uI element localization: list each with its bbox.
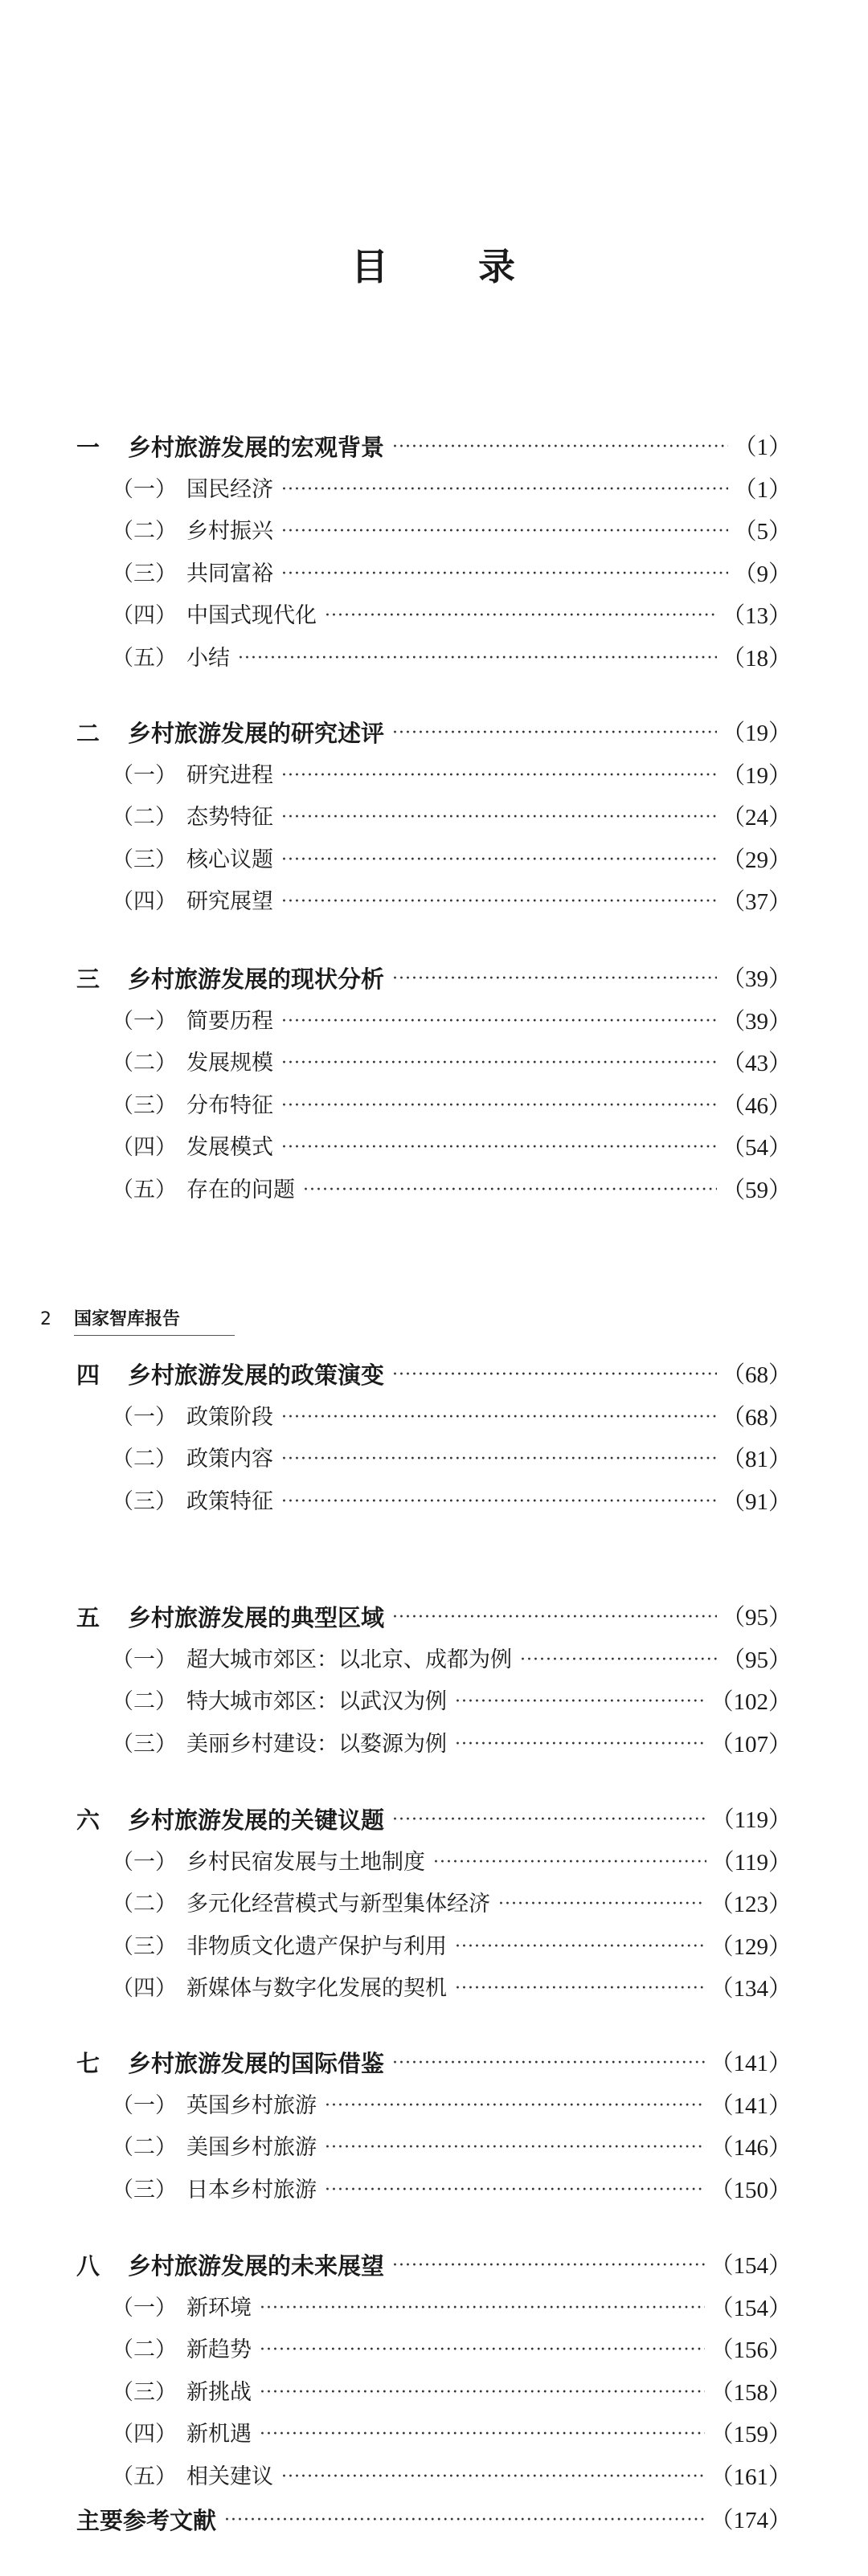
- dot-leader: [281, 516, 728, 548]
- entry-number: （四）: [112, 1976, 177, 2001]
- entry-title: 美丽乡村建设：以婺源为例: [186, 1731, 447, 1757]
- entry-title: 超大城市郊区：以北京、成都为例: [186, 1647, 512, 1672]
- toc-section: [112, 1644, 792, 1676]
- entry-number: （二）: [112, 1051, 177, 1076]
- entry-title: 中国式现代化: [186, 603, 317, 628]
- toc-section: [112, 2419, 792, 2451]
- entry-page: （91）: [721, 1488, 792, 1515]
- dot-leader: [238, 643, 717, 675]
- dot-leader: [325, 2174, 705, 2207]
- dot-leader: [520, 1644, 717, 1676]
- toc-section: [112, 1132, 792, 1164]
- entry-page: （154）: [710, 2295, 792, 2321]
- entry-title: 发展模式: [186, 1135, 273, 1160]
- entry-number: 五: [76, 1604, 100, 1631]
- entry-title: 研究进程: [186, 762, 273, 788]
- entry-number: （五）: [112, 1177, 177, 1202]
- entry-number: （四）: [112, 2422, 177, 2447]
- entry-title: 新机遇: [186, 2422, 252, 2447]
- toc-section: [112, 1174, 792, 1206]
- entry-page: （159）: [710, 2422, 792, 2447]
- toc-chapter: [76, 431, 792, 463]
- dot-leader: [281, 844, 717, 876]
- entry-page: （37）: [721, 889, 792, 915]
- toc-section: [112, 2174, 792, 2207]
- entry-page: （158）: [710, 2379, 792, 2406]
- running-header: [40, 1305, 235, 1336]
- entry-title: 政策阶段: [186, 1404, 273, 1430]
- dot-leader: [325, 2090, 705, 2122]
- entry-title: 新媒体与数字化发展的契机: [186, 1976, 447, 2001]
- entry-title: 新环境: [186, 2295, 252, 2321]
- entry-title: 存在的问题: [186, 1177, 295, 1202]
- entry-page: （19）: [721, 762, 792, 789]
- entry-page: （107）: [710, 1731, 792, 1757]
- entry-title: 核心议题: [186, 847, 273, 872]
- entry-title: 相关建议: [186, 2464, 273, 2489]
- entry-title: 新趋势: [186, 2337, 252, 2362]
- toc-chapter: [76, 717, 792, 749]
- entry-title: 英国乡村旅游: [186, 2092, 317, 2118]
- header-book-title: 国家智库报告: [74, 1305, 235, 1336]
- dot-leader: [260, 2377, 705, 2409]
- entry-number: 六: [76, 1806, 100, 1834]
- dot-leader: [455, 1686, 705, 1718]
- toc-section: [112, 1847, 792, 1879]
- dot-leader: [281, 474, 728, 506]
- entry-title: 非物质文化遗产保护与利用: [186, 1933, 447, 1959]
- dot-leader: [281, 1132, 717, 1164]
- title-char-2: 录: [478, 245, 517, 288]
- entry-number: （四）: [112, 603, 177, 628]
- entry-page: （19）: [721, 721, 792, 746]
- entry-number: （二）: [112, 2135, 177, 2160]
- entry-title: 小结: [186, 645, 230, 671]
- dot-leader: [392, 1602, 717, 1634]
- entry-number: （二）: [112, 519, 177, 544]
- entry-number: （四）: [112, 1135, 177, 1160]
- toc-chapter: [76, 2047, 792, 2080]
- toc-references: [76, 2505, 792, 2537]
- entry-number: （三）: [112, 561, 177, 586]
- entry-number: （一）: [112, 1008, 177, 1034]
- toc-section: [112, 1090, 792, 1122]
- entry-page: （5）: [733, 519, 792, 545]
- entry-title: 政策特征: [186, 1488, 273, 1514]
- dot-leader: [260, 2292, 705, 2325]
- entry-number: （二）: [112, 1892, 177, 1917]
- entry-title: 发展规模: [186, 1051, 273, 1076]
- dot-leader: [260, 2334, 705, 2366]
- entry-page: （102）: [710, 1689, 792, 1715]
- entry-title: 乡村旅游发展的现状分析: [128, 965, 385, 993]
- dot-leader: [455, 1729, 705, 1761]
- dot-leader: [392, 1359, 717, 1391]
- entry-page: （95）: [721, 1605, 792, 1631]
- toc-section: [112, 2292, 792, 2325]
- toc-section: [112, 643, 792, 675]
- dot-leader: [260, 2419, 705, 2451]
- entry-page: （141）: [710, 2051, 792, 2076]
- entry-number: （一）: [112, 2295, 177, 2321]
- entry-title: 简要历程: [186, 1008, 273, 1034]
- entry-number: （五）: [112, 645, 177, 671]
- entry-number: （一）: [112, 762, 177, 788]
- entry-number: （二）: [112, 1447, 177, 1472]
- dot-leader: [392, 431, 728, 463]
- dot-leader: [455, 1973, 705, 2005]
- entry-page: （68）: [721, 1362, 792, 1388]
- entry-title: 乡村旅游发展的宏观背景: [128, 434, 385, 461]
- dot-leader: [281, 2461, 705, 2493]
- entry-number: 四: [76, 1361, 100, 1389]
- entry-title: 乡村振兴: [186, 519, 273, 544]
- entry-title: 分布特征: [186, 1092, 273, 1118]
- toc-section: [112, 1888, 792, 1921]
- entry-title: 国民经济: [186, 476, 273, 502]
- entry-page: （129）: [710, 1933, 792, 1960]
- entry-page: （81）: [721, 1447, 792, 1472]
- toc-chapter: [76, 963, 792, 995]
- entry-number: （一）: [112, 476, 177, 502]
- toc-section: [112, 1006, 792, 1038]
- entry-page: （59）: [721, 1177, 792, 1203]
- entry-number: （一）: [112, 1404, 177, 1430]
- entry-page: （174）: [710, 2508, 792, 2533]
- dot-leader: [392, 717, 717, 749]
- entry-number: （四）: [112, 889, 177, 914]
- entry-page: （9）: [733, 561, 792, 587]
- entry-page: （146）: [710, 2135, 792, 2161]
- entry-title: 新挑战: [186, 2379, 252, 2405]
- entry-title: 美国乡村旅游: [186, 2135, 317, 2160]
- entry-number: （二）: [112, 1689, 177, 1714]
- toc-section: [112, 1486, 792, 1518]
- entry-number: （三）: [112, 1731, 177, 1757]
- entry-number: （三）: [112, 1933, 177, 1959]
- dot-leader: [392, 1804, 706, 1836]
- entry-number: （一）: [112, 2092, 177, 2118]
- entry-title: 乡村旅游发展的关键议题: [128, 1806, 385, 1834]
- entry-page: （119）: [710, 1807, 792, 1833]
- toc-section: [112, 2334, 792, 2366]
- entry-number: （一）: [112, 1849, 177, 1875]
- title-char-1: 目: [351, 245, 390, 288]
- toc-section: [112, 2132, 792, 2164]
- toc-section: [112, 844, 792, 876]
- dot-leader: [281, 1090, 717, 1122]
- dot-leader: [498, 1888, 705, 1921]
- entry-page: （1）: [733, 476, 792, 503]
- toc-section: [112, 1973, 792, 2005]
- entry-title: 主要参考文献: [76, 2507, 217, 2534]
- entry-page: （156）: [710, 2337, 792, 2363]
- toc-section: [112, 2461, 792, 2493]
- entry-page: （54）: [721, 1135, 792, 1161]
- entry-title: 日本乡村旅游: [186, 2177, 317, 2202]
- page-title: [0, 238, 868, 291]
- dot-leader: [281, 802, 717, 834]
- entry-page: （18）: [721, 645, 792, 672]
- entry-number: （三）: [112, 2379, 177, 2405]
- entry-number: （五）: [112, 2464, 177, 2489]
- entry-title: 乡村旅游发展的国际借鉴: [128, 2050, 385, 2077]
- toc-section: [112, 600, 792, 632]
- entry-page: （119）: [710, 1849, 792, 1876]
- toc-section: [112, 1402, 792, 1434]
- entry-page: （134）: [710, 1976, 792, 2002]
- toc-chapter: [76, 1804, 792, 1836]
- entry-number: 七: [76, 2050, 100, 2077]
- toc-chapter: [76, 1602, 792, 1634]
- entry-number: （三）: [112, 1092, 177, 1118]
- dot-leader: [392, 2047, 705, 2080]
- dot-leader: [281, 1402, 717, 1434]
- dot-leader: [281, 1443, 717, 1476]
- header-page-number: 2: [40, 1309, 51, 1329]
- entry-number: （二）: [112, 2337, 177, 2362]
- entry-number: （三）: [112, 847, 177, 872]
- toc-chapter: [76, 2250, 792, 2282]
- entry-page: （154）: [710, 2253, 792, 2279]
- entry-number: （一）: [112, 1647, 177, 1672]
- entry-title: 特大城市郊区：以武汉为例: [186, 1689, 447, 1714]
- toc-section: [112, 2090, 792, 2122]
- dot-leader: [281, 1006, 717, 1038]
- toc-section: [112, 886, 792, 918]
- entry-title: 乡村旅游发展的未来展望: [128, 2252, 385, 2280]
- entry-number: （三）: [112, 2177, 177, 2202]
- dot-leader: [392, 963, 717, 995]
- dot-leader: [455, 1931, 705, 1963]
- toc-section: [112, 474, 792, 506]
- entry-page: （43）: [721, 1051, 792, 1076]
- entry-number: 二: [76, 720, 100, 747]
- entry-page: （150）: [710, 2177, 792, 2203]
- entry-title: 政策内容: [186, 1447, 273, 1472]
- entry-title: 乡村民宿发展与土地制度: [186, 1849, 425, 1875]
- toc-section: [112, 760, 792, 792]
- entry-page: （161）: [710, 2464, 792, 2490]
- entry-page: （29）: [721, 847, 792, 873]
- dot-leader: [281, 1486, 717, 1518]
- entry-number: 三: [76, 965, 100, 993]
- toc-section: [112, 1443, 792, 1476]
- entry-title: 态势特征: [186, 805, 273, 830]
- entry-page: （46）: [721, 1092, 792, 1119]
- entry-title: 乡村旅游发展的政策演变: [128, 1361, 385, 1389]
- dot-leader: [281, 558, 728, 590]
- toc-section: [112, 1686, 792, 1718]
- toc-section: [112, 558, 792, 590]
- entry-title: 乡村旅游发展的典型区域: [128, 1604, 385, 1631]
- entry-page: （141）: [710, 2092, 792, 2119]
- entry-title: 多元化经营模式与新型集体经济: [186, 1892, 490, 1917]
- entry-page: （1）: [733, 435, 792, 460]
- entry-page: （13）: [721, 603, 792, 629]
- dot-leader: [281, 760, 717, 792]
- entry-number: 一: [76, 434, 100, 461]
- toc-section: [112, 1729, 792, 1761]
- entry-page: （95）: [721, 1647, 792, 1673]
- entry-page: （24）: [721, 805, 792, 831]
- dot-leader: [281, 886, 717, 918]
- entry-number: 八: [76, 2252, 100, 2280]
- entry-page: （39）: [721, 966, 792, 992]
- toc-section: [112, 2377, 792, 2409]
- dot-leader: [433, 1847, 706, 1879]
- entry-title: 共同富裕: [186, 561, 273, 586]
- entry-page: （68）: [721, 1404, 792, 1431]
- entry-title: 研究展望: [186, 889, 273, 914]
- dot-leader: [325, 2132, 705, 2164]
- toc-section: [112, 516, 792, 548]
- dot-leader: [392, 2250, 705, 2282]
- dot-leader: [325, 600, 717, 632]
- entry-number: （二）: [112, 805, 177, 830]
- dot-leader: [303, 1174, 717, 1206]
- toc-section: [112, 1931, 792, 1963]
- entry-number: （三）: [112, 1488, 177, 1514]
- dot-leader: [281, 1047, 717, 1080]
- dot-leader: [224, 2505, 705, 2537]
- entry-title: 乡村旅游发展的研究述评: [128, 720, 385, 747]
- toc-section: [112, 1047, 792, 1080]
- toc-section: [112, 802, 792, 834]
- toc-chapter: [76, 1359, 792, 1391]
- entry-page: （39）: [721, 1008, 792, 1035]
- entry-page: （123）: [710, 1892, 792, 1917]
